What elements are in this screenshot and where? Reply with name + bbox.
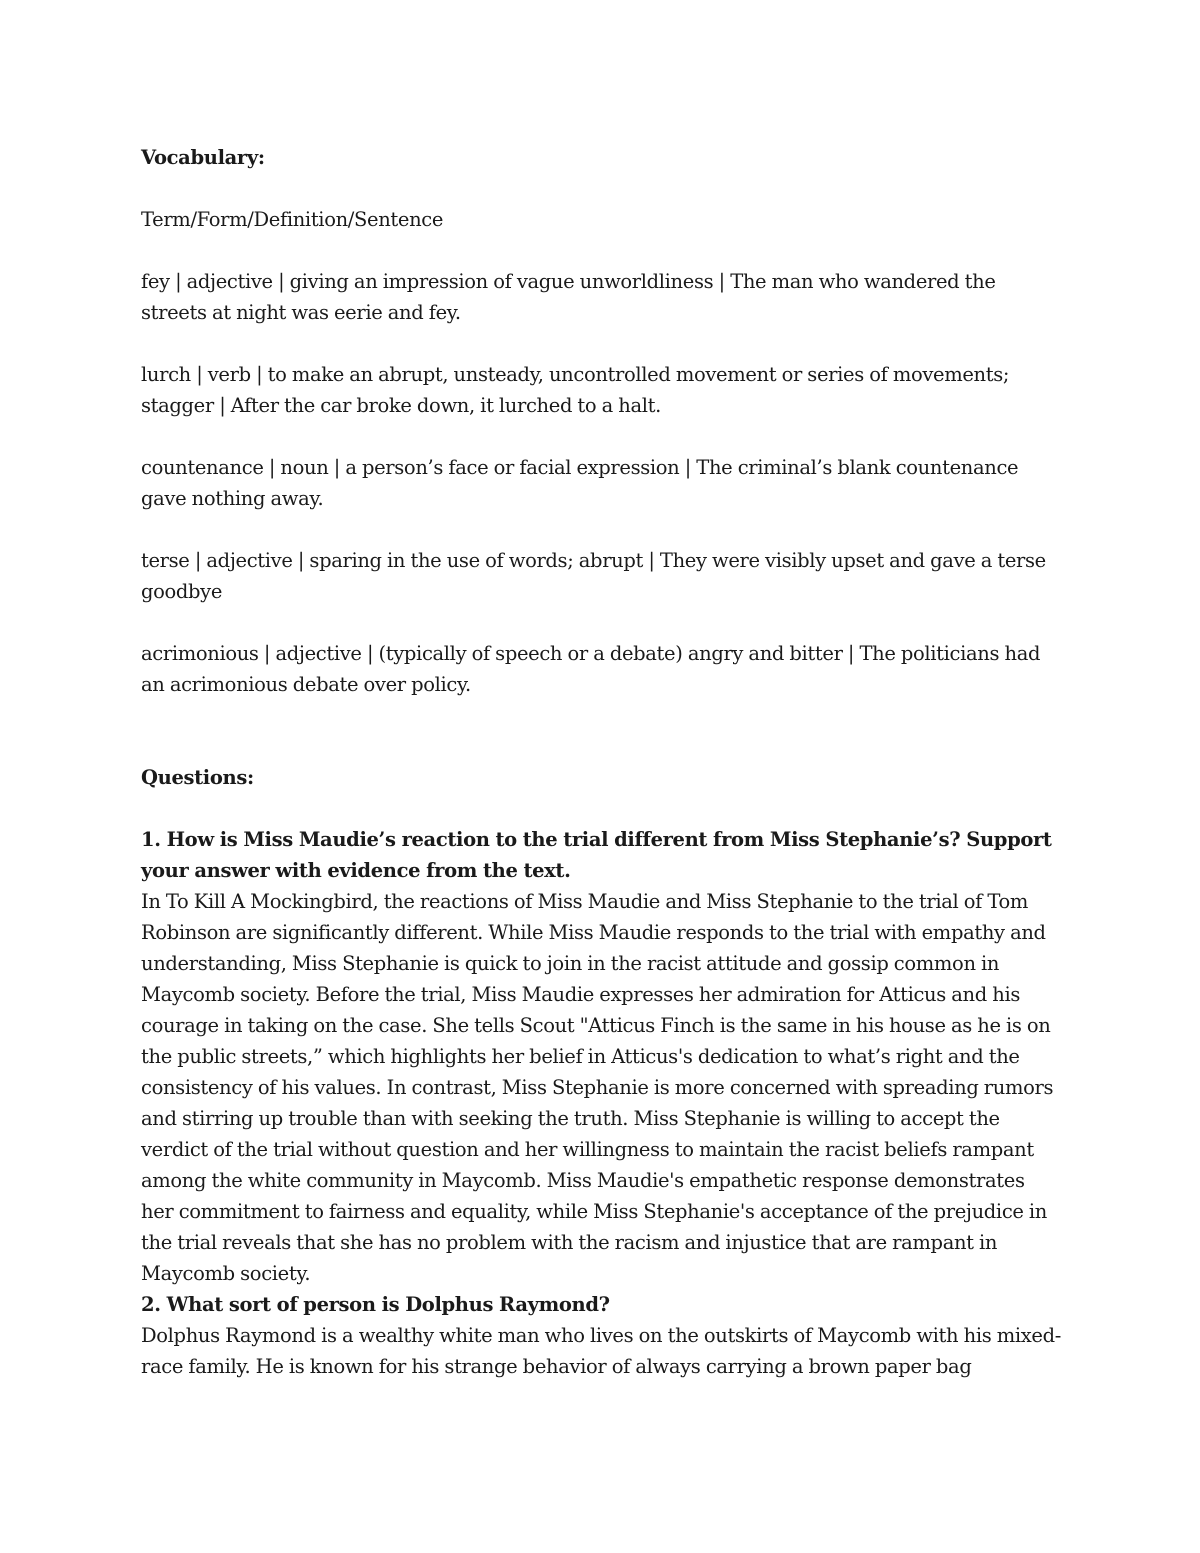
answer-2: Dolphus Raymond is a wealthy white man who lives on the outskirts of Maycomb with his mixed-race family. He is known for his strange behavior of always carrying a brown paper bag (141, 1324, 1061, 1378)
vocab-entry-acrimonious: acrimonious | adjective | (typically of speech or a debate) angry and bitter | The politicians had an acrimonious debate over policy. (141, 642, 1041, 696)
question-1: 1. How is Miss Maudie’s reaction to the trial different from Miss Stephanie’s? Support your answer with evidence from the text. (141, 828, 1052, 882)
question-2: 2. What sort of person is Dolphus Raymond? (141, 1293, 610, 1316)
vocab-entry-countenance: countenance | noun | a person’s face or facial expression | The criminal’s blank countenance gave nothing away. (141, 456, 1019, 510)
vocabulary-columns-line: Term/Form/Definition/Sentence (141, 208, 444, 231)
vocab-entry-terse: terse | adjective | sparing in the use of words; abrupt | They were visibly upset and gave a terse goodbye (141, 549, 1046, 603)
document-page (141, 142, 1061, 1382)
vocab-entry-lurch: lurch | verb | to make an abrupt, unsteady, uncontrolled movement or series of movements; stagger | After the car broke down, it lurched to a halt. (141, 363, 1010, 417)
questions-heading: Questions: (141, 766, 254, 789)
vocab-entry-fey: fey | adjective | giving an impression of vague unworldliness | The man who wandered the streets at night was eerie and fey. (141, 270, 996, 324)
vocabulary-heading: Vocabulary: (141, 146, 265, 169)
answer-1: In To Kill A Mockingbird, the reactions of Miss Maudie and Miss Stephanie to the trial of Tom Robinson are significantly different. While Miss Maudie responds to the trial with empathy and understanding, Miss Stephanie is quick to join in the racist attitude and gossip common in Maycomb society. Before the trial, Miss Maudie expresses her admiration for Atticus and his courage in taking on the case. She tells Scout "Atticus Finch is the same in his house as he is on the public streets,” which highlights her belief in Atticus's dedication to what’s right and the consistency of his values. In contrast, Miss Stephanie is more concerned with spreading rumors and stirring up trouble than with seeking the truth. Miss Stephanie is willing to accept the verdict of the trial without question and her willingness to maintain the racist beliefs rampant among the white community in Maycomb. Miss Maudie's empathetic response demonstrates her commitment to fairness and equality, while Miss Stephanie's acceptance of the prejudice in the trial reveals that she has no problem with the racism and injustice that are rampant in Maycomb society. (141, 890, 1054, 1285)
